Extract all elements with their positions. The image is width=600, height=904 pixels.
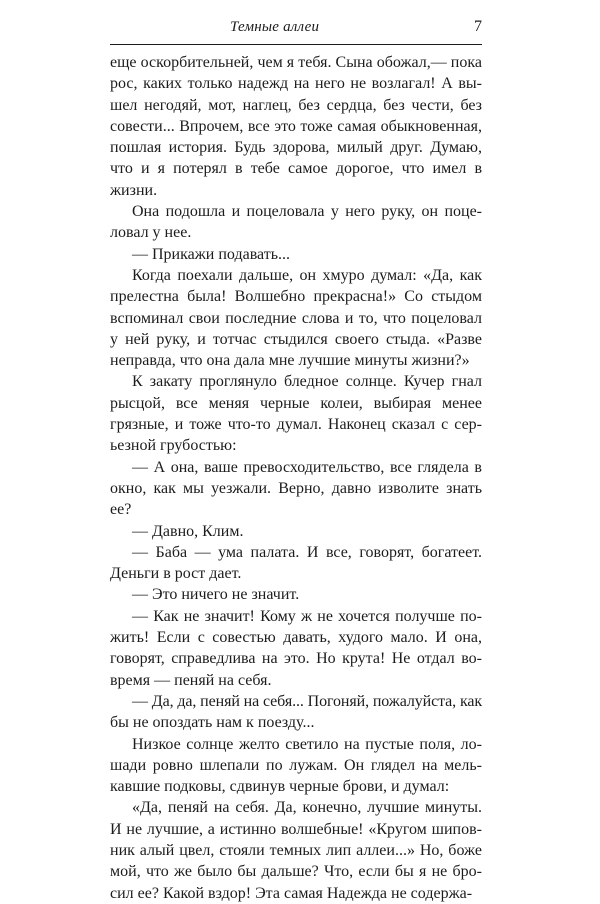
body-text — [110, 52, 485, 904]
text-line: что и я потерял в тебе самое дорогое, что имел в — [110, 160, 482, 178]
text-line: ьезной грубостью: — [110, 437, 237, 455]
text-line: ее? — [110, 501, 132, 519]
text-line: «Да, пеняй на себя. Да, конечно, лучшие минуты. — [132, 799, 482, 817]
text-line: еще оскорбительней, чем я тебя. Сына обожал,— пока — [110, 54, 483, 71]
text-line: К закату проглянуло бледное солнце. Кучер гнал — [132, 373, 483, 391]
header-rule — [110, 44, 482, 45]
text-line: вспоминал свои последние слова и то, что поцеловал — [110, 309, 482, 327]
text-line: Низкое солнце желто светило на пустые поля, ло- — [132, 735, 482, 753]
text-line: жизни. — [110, 181, 158, 199]
text-line: пошлая история. Будь здорова, милый друг. Думаю, — [110, 139, 482, 157]
text-line: — Давно, Клим. — [132, 522, 244, 540]
running-title: Темные аллеи — [230, 19, 320, 35]
text-line: Она подошла и поцеловала у него руку, он поце- — [132, 203, 482, 221]
text-line: — Прикажи подавать... — [132, 245, 291, 263]
text-line: шади ровно шлепали по лужам. Он глядел на мель- — [110, 756, 482, 774]
text-line: жить! Если с совестью давать, худого мало. И она, — [110, 629, 483, 647]
text-line: говорят, справедлива на это. Но крута! Не отдал во- — [110, 650, 482, 668]
text-line: — Да, да, пеняй на себя... Погоняй, пожалуйста, как — [132, 692, 483, 710]
text-line: — Баба — ума палата. И все, говорят, богатеет. — [132, 543, 482, 561]
text-line: неправда, что она дала мне лучшие минуты жизни?» — [110, 352, 470, 370]
text-line: И не лучшие, а истинно волшебные! «Кругом шипов- — [110, 820, 482, 838]
text-line: — Это ничего не значит. — [132, 586, 300, 604]
text-line: Деньги в рост дает. — [110, 565, 242, 583]
text-line: ловал у нее. — [110, 224, 192, 242]
text-line: мой, что же было бы дальше? Что, если бы я не бро- — [110, 863, 482, 881]
text-line: время — пеняй на себя. — [110, 671, 272, 689]
text-line: грязные, и тоже что-то думал. Наконец сказал с сер- — [110, 416, 483, 434]
text-line: рысцой, все меняя черные колеи, выбирая менее — [110, 394, 482, 412]
text-line: окно, как мы уезжали. Верно, давно изволите знать — [110, 479, 482, 497]
text-line: ник алый цвел, стояли темных лип аллеи...» Но, боже — [110, 841, 482, 859]
text-line: — А она, ваше превосходительство, все глядела в — [132, 458, 482, 476]
running-head — [110, 19, 482, 41]
text-line: совести... Впрочем, все это тоже самая обыкновенная, — [110, 117, 482, 135]
text-line: бы не опоздать нам к поезду... — [110, 714, 315, 732]
text-line: — Как не значит! Кому ж не хочется получше по- — [132, 607, 483, 625]
page-number: 7 — [474, 18, 482, 35]
text-line: Когда поехали дальше, он хмуро думал: «Да, как — [132, 266, 483, 284]
text-line: рос, каких только надежд на него не возлагал! А вы- — [110, 75, 482, 93]
text-line: прелестна была! Волшебно прекрасна!» Со стыдом — [110, 288, 483, 306]
text-line: у ней руку, и тотчас стыдился своего стыда. «Разве — [110, 330, 482, 348]
text-line: кавшие подковы, сдвинув черные брови, и думал: — [110, 778, 450, 796]
text-line: сил ее? Какой вздор! Эта самая Надежда не содержа- — [110, 884, 473, 902]
text-line: шел негодяй, мот, наглец, без сердца, без чести, без — [110, 96, 482, 114]
